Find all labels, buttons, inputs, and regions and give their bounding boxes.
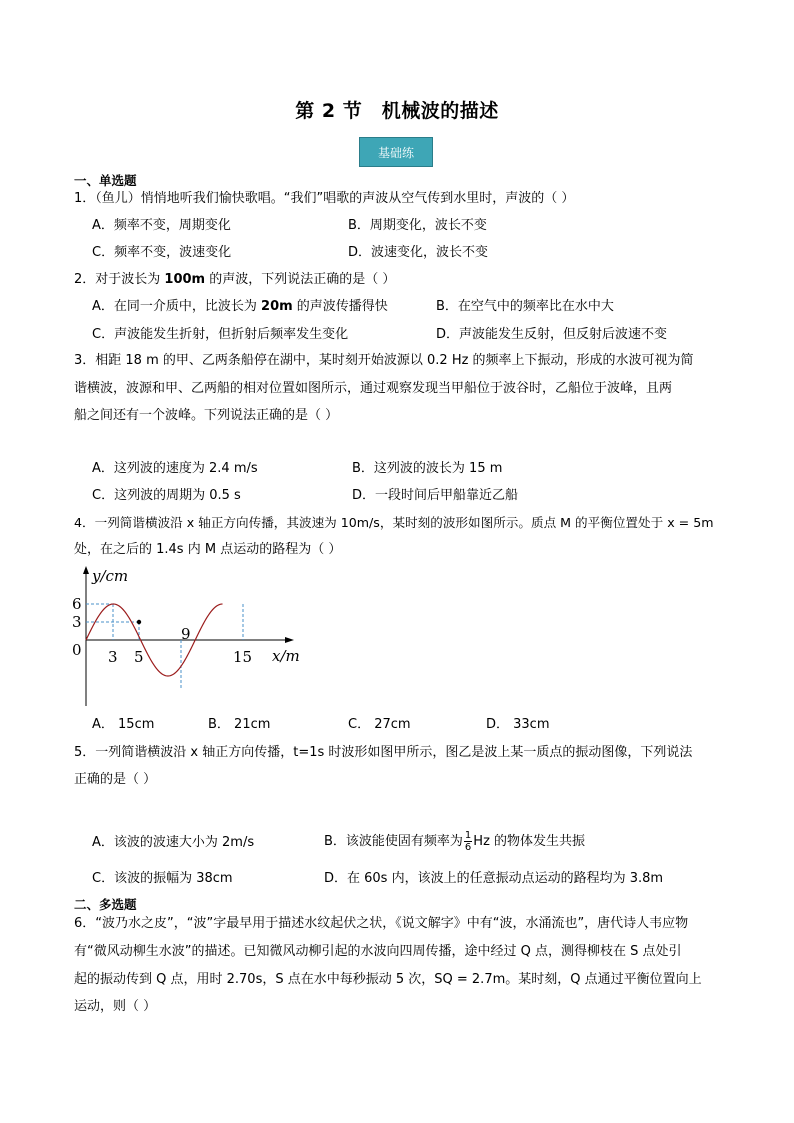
- q2-wavelength: 100m: [164, 272, 206, 287]
- q2-option-d[interactable]: D．声波能发生反射，但反射后波速不变: [436, 327, 668, 342]
- q3-option-d[interactable]: D．一段时间后甲船靠近乙船: [352, 488, 519, 503]
- section-multi-choice: 二、多选题: [74, 897, 137, 912]
- q3-stem-line2: 谐横波，波源和甲、乙两船的相对位置如图所示，通过观察发现当甲船位于波谷时，乙船位于波峰，且两: [74, 381, 673, 396]
- q5-option-b[interactable]: [324, 830, 585, 853]
- q2-option-a[interactable]: [92, 298, 388, 316]
- q3-stem-line3: 船之间还有一个波峰。下列说法正确的是（ ）: [74, 408, 339, 423]
- q2-option-c[interactable]: C．声波能发生折射，但折射后频率发生变化: [92, 327, 349, 342]
- tick-x-5: 5: [134, 648, 144, 666]
- q5-b-num: 1: [464, 830, 472, 841]
- tick-y-3: 3: [72, 613, 82, 631]
- q3-option-a[interactable]: A．这列波的速度为 2.4 m/s: [92, 461, 258, 476]
- q1-stem: 1．（鱼儿）悄悄地听我们愉快歌唱。“我们”唱歌的声波从空气传到水里时，声波的（ ）: [74, 191, 575, 206]
- section-single-choice: 一、单选题: [74, 173, 137, 188]
- q3-option-c[interactable]: C．这列波的周期为 0.5 s: [92, 488, 241, 503]
- q5-b-post: Hz 的物体发生共振: [473, 834, 586, 849]
- graph-guides: [86, 604, 243, 689]
- q4-option-c[interactable]: C． 27cm: [348, 717, 411, 732]
- q1-option-d[interactable]: D．波速变化，波长不变: [348, 245, 489, 260]
- q1-option-c[interactable]: C．频率不变，波速变化: [92, 245, 232, 260]
- q6-stem-line1: 6．“波乃水之皮”，“波”字最早用于描述水纹起伏之状，《说文解字》中有“波，水涌流也”，唐代诗人韦应物: [74, 916, 689, 931]
- q6-stem-line3: 起的振动传到 Q 点，用时 2.70s，S 点在水中每秒振动 5 次，SQ = 2.7m。某时刻，Q 点通过平衡位置向上: [74, 972, 702, 987]
- graph-x-arrow: [285, 637, 294, 643]
- q2-stem-pre: 2．对于波长为: [74, 272, 165, 287]
- graph-ylabel: y/cm: [92, 567, 129, 585]
- point-m: [137, 620, 141, 624]
- q1-option-a[interactable]: A．频率不变，周期变化: [92, 218, 231, 233]
- q4-option-a[interactable]: A． 15cm: [92, 717, 155, 732]
- q4-stem-line2: 处，在之后的 1.4s 内 M 点运动的路程为（ ）: [74, 542, 342, 557]
- q2-a-pre: A．在同一介质中，比波长为: [92, 299, 262, 314]
- q1-option-b[interactable]: B．周期变化，波长不变: [348, 218, 487, 233]
- q5-option-c[interactable]: C．该波的振幅为 38cm: [92, 871, 233, 886]
- graph-xlabel: x/m: [272, 647, 300, 665]
- q5-b-den: 6: [464, 842, 472, 853]
- q4-option-d[interactable]: D． 33cm: [486, 717, 550, 732]
- graph-y-arrow: [83, 566, 89, 574]
- q6-stem-line2: 有“微风动柳生水波”的描述。已知微风动柳引起的水波向四周传播，途中经过 Q 点，测得柳枝在 S 点处引: [74, 944, 682, 959]
- page-title: 第 2 节 机械波的描述: [295, 100, 499, 122]
- tick-x-9: 9: [181, 625, 191, 643]
- q5-b-pre: B．该波能使固有频率为: [324, 834, 463, 849]
- q4-option-b[interactable]: B． 21cm: [208, 717, 271, 732]
- q3-option-b[interactable]: B．这列波的波长为 15 m: [352, 461, 503, 476]
- tick-x-3: 3: [108, 648, 118, 666]
- q5-option-a[interactable]: A．该波的波速大小为 2m/s: [92, 835, 255, 850]
- tick-y-6: 6: [72, 595, 82, 613]
- q5-stem-line1: 5．一列简谐横波沿 x 轴正方向传播，t=1s 时波形如图甲所示，图乙是波上某一质点的振动图像，下列说法: [74, 745, 693, 760]
- q2-a-post: 的声波传播得快: [292, 299, 388, 314]
- tick-y-0: 0: [72, 641, 82, 659]
- q5-stem-line2: 正确的是（ ）: [74, 772, 157, 787]
- tick-x-15: 15: [233, 648, 253, 666]
- q6-stem-line4: 运动，则（ ）: [74, 999, 157, 1014]
- q2-a-val: 20m: [261, 299, 293, 314]
- q2-stem-post: 的声波，下列说法正确的是（ ）: [205, 272, 396, 287]
- level-badge: 基础练: [359, 137, 433, 167]
- q3-stem-line1: 3．相距 18 m 的甲、乙两条船停在湖中，某时刻开始波源以 0.2 Hz 的频率上下振动，形成的水波可视为简: [74, 353, 694, 368]
- q4-stem-line1: 4．一列简谐横波沿 x 轴正方向传播，其波速为 10m/s，某时刻的波形如图所示。质点 M 的平衡位置处于 x = 5m: [74, 515, 714, 530]
- q5-option-d[interactable]: D．在 60s 内，该波上的任意振动点运动的路程均为 3.8m: [324, 871, 664, 886]
- q5-b-fraction: [464, 830, 472, 853]
- wave-graph: [72, 564, 312, 709]
- q2-stem: [74, 271, 395, 289]
- q2-option-b[interactable]: B．在空气中的频率比在水中大: [436, 299, 614, 314]
